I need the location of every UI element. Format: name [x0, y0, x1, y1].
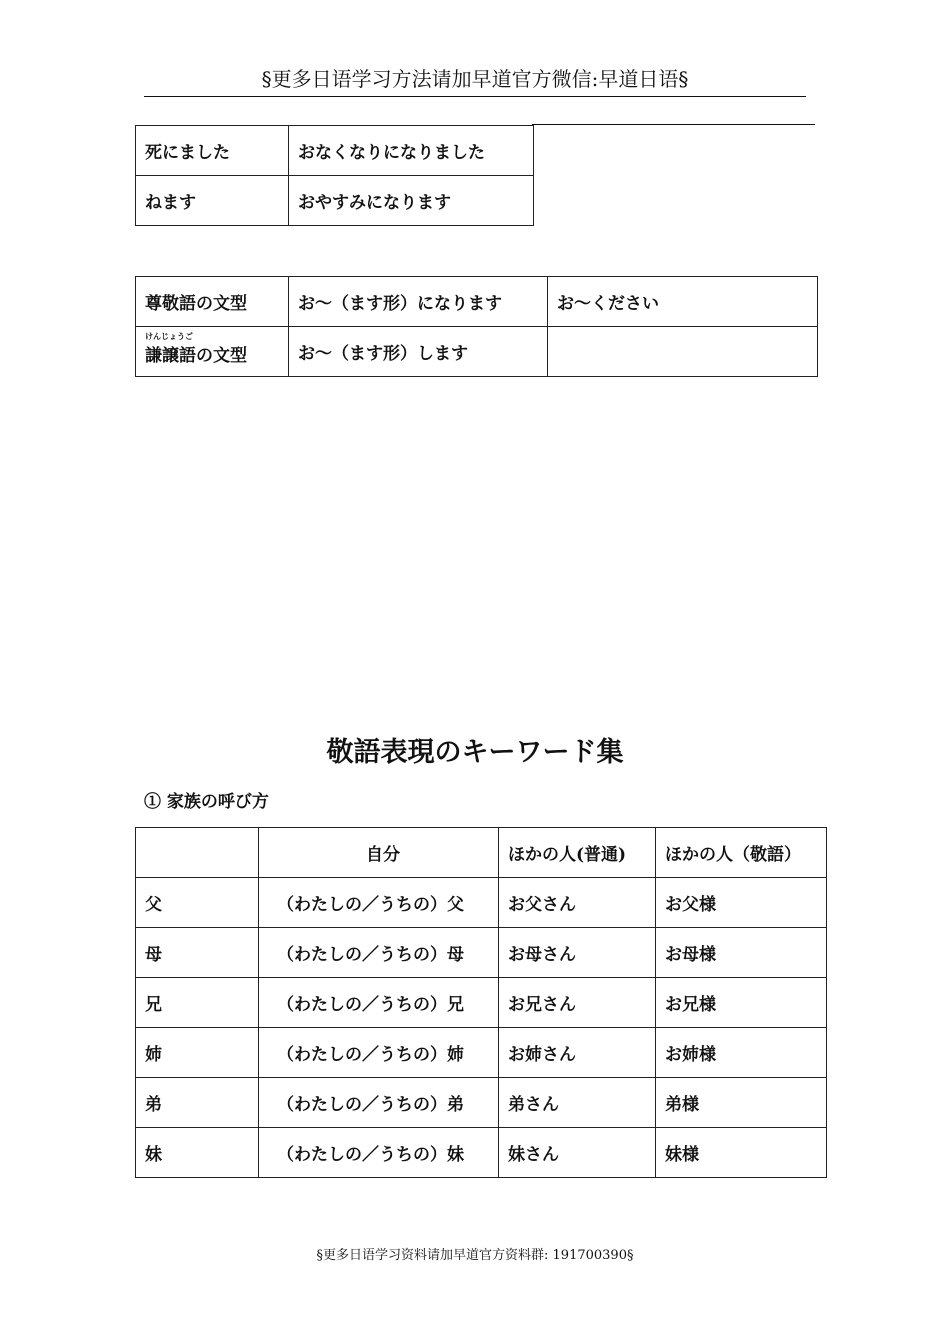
table-row [136, 1128, 827, 1178]
table-cell: お姉さん [499, 1028, 656, 1078]
furigana: けんじょうご [145, 330, 193, 341]
table-cell: お兄様 [656, 978, 827, 1028]
header-cell: 自分 [259, 828, 499, 878]
cell-label-text: 尊敬語の文型 [145, 294, 247, 314]
table-row [136, 978, 827, 1028]
table-cell: 父 [136, 878, 259, 928]
header-cell: ほかの人(普通) [499, 828, 656, 878]
table-cell: 兄 [136, 978, 259, 1028]
table-cell: （わたしの／うちの）姉 [259, 1028, 499, 1078]
table-cell: （わたしの／うちの）兄 [259, 978, 499, 1028]
table-cell: 妹様 [656, 1128, 827, 1178]
verb-honorific-table [135, 125, 534, 226]
table-row [136, 277, 818, 327]
table-cell: ねます [136, 176, 289, 226]
table-cell: 死にました [136, 126, 289, 176]
table-row [136, 176, 534, 226]
table-row [136, 327, 818, 377]
table-cell: 弟さん [499, 1078, 656, 1128]
page-footer: §更多日语学习资料请加早道官方资料群: 191700390§ [316, 1248, 634, 1263]
table-cell: （わたしの／うちの）弟 [259, 1078, 499, 1128]
table-cell: お父様 [656, 878, 827, 928]
table-cell: お姉様 [656, 1028, 827, 1078]
table-cell: おやすみになります [289, 176, 534, 226]
table-cell: お兄さん [499, 978, 656, 1028]
keigo-pattern-table [135, 276, 818, 377]
table-cell: 姉 [136, 1028, 259, 1078]
table-row [136, 1078, 827, 1128]
section-title: 敬語表現のキーワード集 [326, 737, 624, 768]
cell-label-text: 謙譲語の文型 [145, 345, 247, 366]
table-row [136, 126, 534, 176]
table-header-row [136, 828, 827, 878]
table-cell [548, 327, 818, 377]
table-cell: おなくなりになりました [289, 126, 534, 176]
table-cell: （わたしの／うちの）父 [259, 878, 499, 928]
table-cell: お～ください [548, 277, 818, 327]
table-cell: 母 [136, 928, 259, 978]
table-row [136, 878, 827, 928]
table-cell: 弟 [136, 1078, 259, 1128]
table-cell: お～（ます形）します [289, 327, 548, 377]
family-terms-table [135, 827, 827, 1178]
table-cell: 妹さん [499, 1128, 656, 1178]
table-row [136, 1028, 827, 1078]
table-cell: お父さん [499, 878, 656, 928]
table-cell-label [136, 277, 289, 327]
page-header: §更多日语学习方法请加早道官方微信:早道日语§ [144, 62, 806, 97]
table-cell: （わたしの／うちの）妹 [259, 1128, 499, 1178]
table-cell: お～（ます形）になります [289, 277, 548, 327]
table-cell: 弟様 [656, 1078, 827, 1128]
table-cell-label [136, 327, 289, 377]
header-cell: ほかの人（敬語） [656, 828, 827, 878]
table-row [136, 928, 827, 978]
table-cell: （わたしの／うちの）母 [259, 928, 499, 978]
section-subtitle: ① 家族の呼び方 [144, 792, 269, 812]
header-cell [136, 828, 259, 878]
table-cell: 妹 [136, 1128, 259, 1178]
table-cell: お母様 [656, 928, 827, 978]
header-rule [532, 124, 815, 125]
table-cell: お母さん [499, 928, 656, 978]
